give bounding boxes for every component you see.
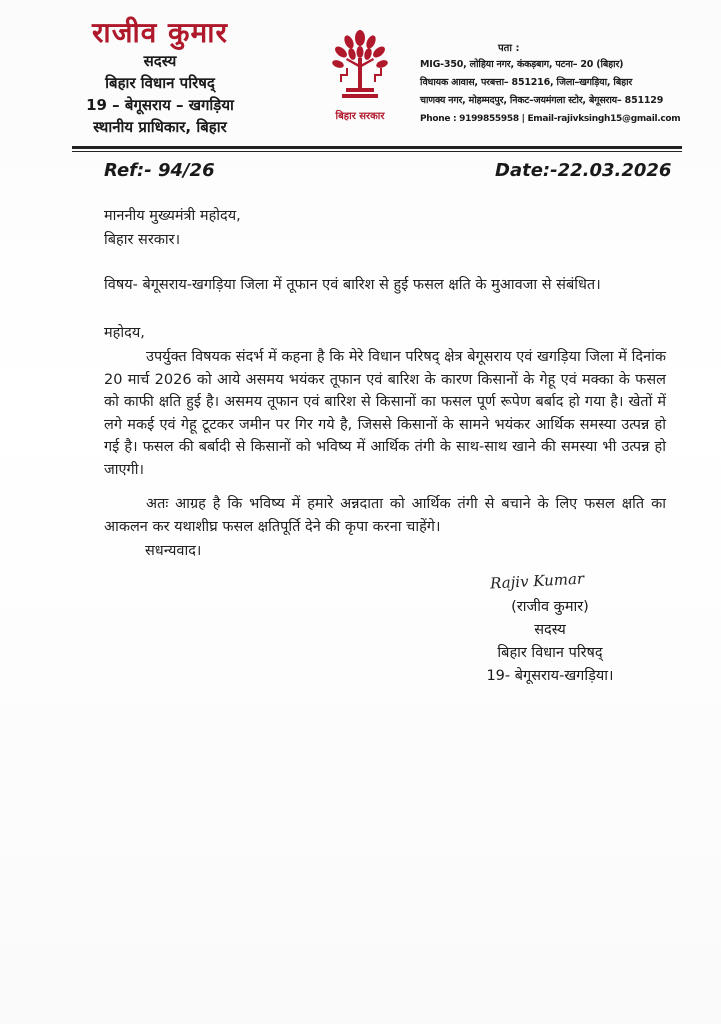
- sender-name: राजीव कुमार: [91, 16, 228, 49]
- body-paragraph-1: [104, 346, 666, 481]
- signatory-designation: सदस्य: [534, 622, 566, 638]
- body-paragraph-2-text: अतः आग्रह है कि भविष्य में हमारे अन्नदाता को आर्थिक तंगी से बचाने के लिए फसल क्षति का आकलन कर यथाशीघ्र फसल क्षतिपूर्ति देने की कृपा करना चाहेंगे।: [104, 496, 666, 535]
- letterhead-right: [420, 42, 710, 128]
- signatory-council: बिहार विधान परिषद्: [497, 645, 603, 661]
- contact-info: Phone : 9199855958 | Email-rajivksingh15@gmail.com: [420, 114, 681, 124]
- salutation-office: बिहार सरकार।: [104, 232, 181, 248]
- sender-constituency: 19 – बेगूसराय – खगड़िया: [86, 96, 234, 114]
- signatory-name: (राजीव कुमार): [511, 599, 589, 615]
- address-line-1: MIG-350, लोहिया नगर, कंकड़बाग, पटना– 20 (बिहार): [420, 59, 624, 70]
- closing-thanks: सधन्यवाद।: [145, 543, 202, 559]
- signature-block: [455, 596, 645, 688]
- header-divider: [72, 146, 682, 149]
- salutation: माननीय मुख्यमंत्री महोदय,: [104, 208, 241, 224]
- bodhi-tree-emblem-icon: [332, 28, 388, 106]
- emblem-caption: बिहार सरकार: [335, 111, 385, 122]
- bihar-emblem: [330, 28, 390, 124]
- header-divider-thin: [72, 151, 682, 152]
- address-line-3: चाणक्य नगर, मोहम्मदपुर, निकट–जयमंगला स्टोर, बेगूसराय– 851129: [420, 95, 664, 106]
- reference-number: Ref:- 94/26: [104, 160, 215, 181]
- address-label: पता :: [498, 43, 520, 54]
- handwritten-signature: Rajiv Kumar: [489, 569, 585, 593]
- greeting: महोदय,: [104, 325, 145, 341]
- subject-line: विषय- बेगूसराय-खगड़िया जिला में तूफान एवं बारिश से हुई फसल क्षति के मुआवजा से संबंधित।: [104, 277, 601, 293]
- letter-date: Date:-22.03.2026: [495, 160, 672, 181]
- sender-designation: सदस्य: [143, 52, 177, 70]
- sender-authority: स्थानीय प्राधिकार, बिहार: [93, 118, 227, 136]
- signatory-constituency: 19- बेगूसराय-खगड़िया।: [486, 668, 614, 684]
- address-line-2: विधायक आवास, परबत्ता– 851216, जिला–खगड़िया, बिहार: [420, 77, 633, 88]
- body-paragraph-1-text: उपर्युक्त विषयक संदर्भ में कहना है कि मेरे विधान परिषद् क्षेत्र बेगूसराय एवं खगड़िया जिला में दिनांक 20 मार्च 2026 को आये असमय भयंकर तूफान एवं बारिश के कारण किसानों के गेहू एवं मक्का के फसल को काफी क्षति हुई है। असमय तूफान एवं बारिश से किसानों का फसल पूर्ण रूपेण बर्बाद हो गया है। खेतों में लगे मकई एवं गेहू टूटकर जमीन पर गिर गये है, जिससे किसानों के सामने भयंकर आर्थिक समस्या उत्पन्न हो गई है। फसल की बर्बादी से किसानों को भविष्य में आर्थिक तंगी के साथ-साथ खाने की समस्या भी उत्पन्न हो जाएगी।: [104, 349, 666, 478]
- sender-council: बिहार विधान परिषद्: [105, 74, 215, 92]
- body-paragraph-2: [104, 493, 666, 538]
- letterhead-left: [60, 16, 260, 138]
